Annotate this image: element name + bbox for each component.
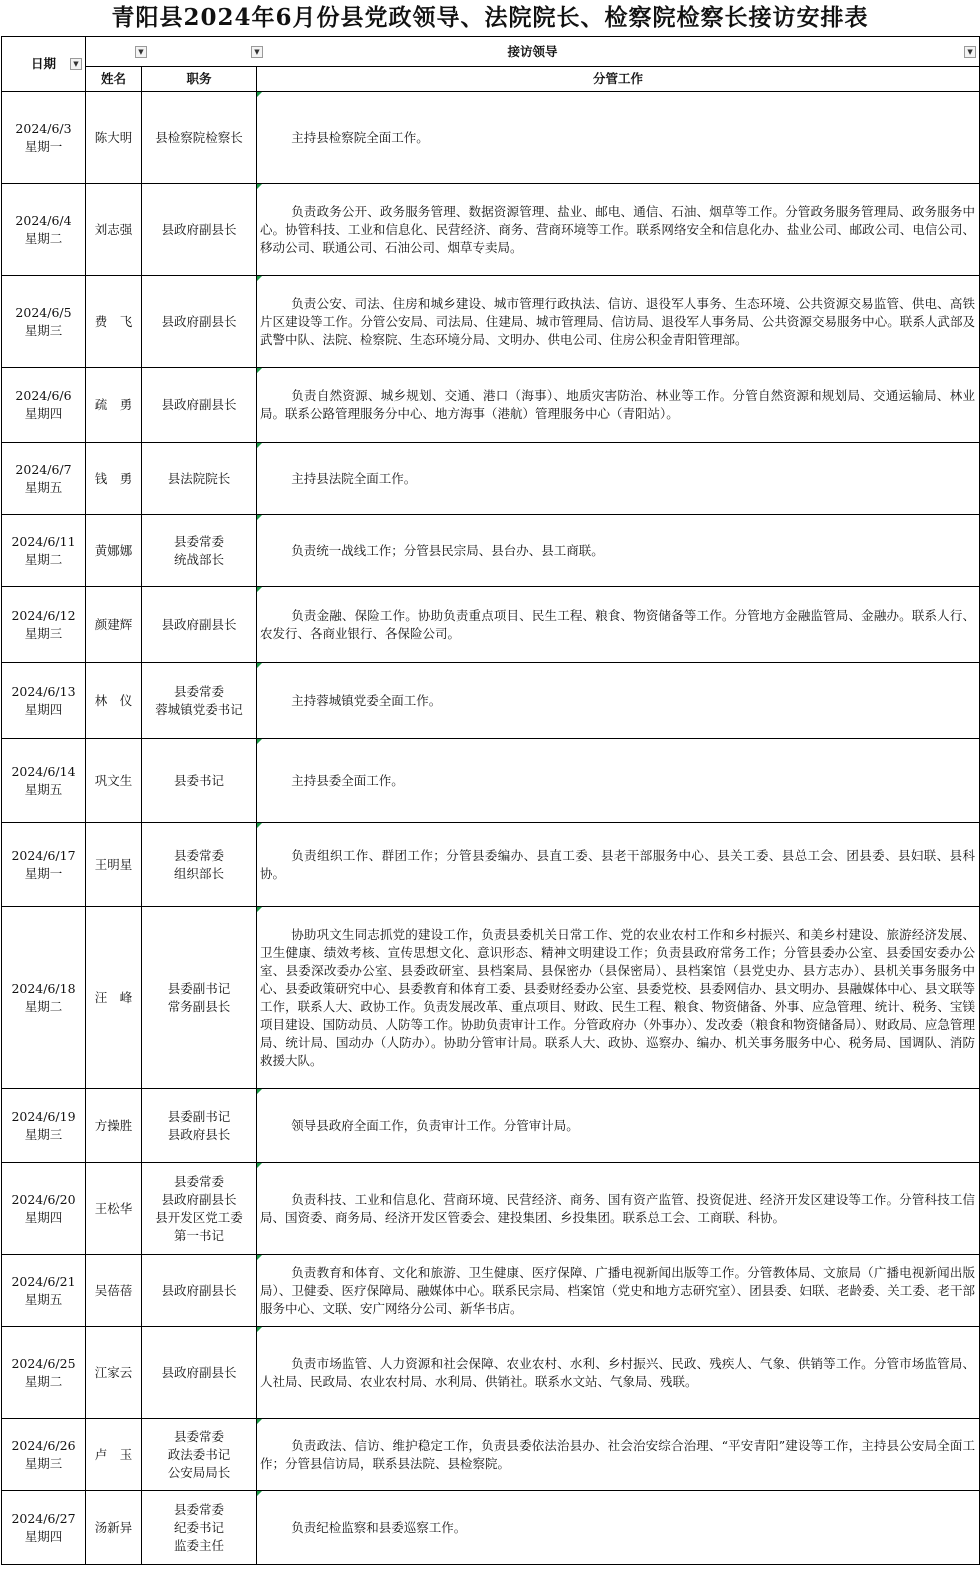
cell-comment-marker-icon (257, 1419, 262, 1424)
date-value: 2024/6/6 (15, 388, 72, 403)
weekday-value: 星期五 (24, 479, 63, 495)
position-line: 县委书记 (173, 772, 224, 788)
leader-name-cell: 颜建辉 (86, 587, 142, 663)
weekday-value: 星期三 (24, 1455, 63, 1471)
position-line: 第一书记 (173, 1227, 224, 1243)
position-cell (142, 1491, 257, 1565)
position-line: 县政府副县长 (161, 1364, 237, 1380)
cell-comment-marker-icon (257, 1491, 262, 1496)
date-value: 2024/6/11 (11, 533, 76, 549)
position-line: 县政府副县长 (161, 1191, 237, 1207)
leader-name-cell: 卢 玉 (86, 1419, 142, 1491)
leader-name-cell: 汤新异 (86, 1491, 142, 1565)
position-line: 统战部长 (173, 551, 224, 567)
date-cell (2, 443, 86, 515)
date-cell (2, 515, 86, 587)
position-line: 县法院院长 (167, 470, 231, 486)
position-line: 县政府副县长 (161, 397, 237, 412)
cell-comment-marker-icon (257, 443, 262, 448)
cell-comment-marker-icon (257, 515, 262, 520)
table-row (2, 1419, 980, 1491)
date-value: 2024/6/18 (11, 980, 76, 996)
duty-text: 负责自然资源、城乡规划、交通、港口（海事）、地质灾害防治、林业等工作。分管自然资源和规划局、交通运输局、林业局。联系公路管理服务分中心、地方海事（港航）管理服务中心（青阳站）。 (260, 388, 976, 421)
leader-name-cell: 吴蓓蓓 (86, 1255, 142, 1327)
date-cell (2, 587, 86, 663)
cell-comment-marker-icon (257, 1255, 262, 1260)
date-cell (2, 1163, 86, 1255)
weekday-value: 星期三 (24, 322, 63, 338)
weekday-value: 星期二 (24, 230, 63, 246)
date-cell (2, 1419, 86, 1491)
table-row (2, 587, 980, 663)
weekday-value: 星期二 (24, 1373, 63, 1389)
position-line: 监委主任 (173, 1537, 224, 1553)
date-cell (2, 663, 86, 739)
duty-cell (257, 515, 980, 587)
duty-text: 负责公安、司法、住房和城乡建设、城市管理行政执法、信访、退役军人事务、生态环境、公共资源交易监管、供电、高铁片区建设等工作。分管公安局、司法局、住建局、城市管理局、信访局、退役军人事务局、公共资源交易服务中心。联系人武部及武警中队、法院、检察院、生态环境分局、文明办、供电公司、住房公积金青阳管理部。 (260, 295, 976, 347)
date-value: 2024/6/20 (11, 1191, 76, 1207)
position-cell (142, 276, 257, 368)
position-cell (142, 587, 257, 663)
date-value: 2024/6/19 (11, 1108, 76, 1124)
duty-text: 负责科技、工业和信息化、营商环境、民营经济、商务、国有资产监管、投资促进、经济开发区建设等工作。分管科技工信局、国资委、商务局、经济开发区管委会、建投集团、乡投集团。联系总工会、工商联、科协。 (260, 1191, 976, 1225)
position-line: 县政府副县长 (161, 616, 237, 632)
table-row (2, 823, 980, 907)
position-cell (142, 823, 257, 907)
date-value: 2024/6/25 (11, 1355, 76, 1371)
position-cell (142, 515, 257, 587)
date-value: 2024/6/4 (15, 212, 72, 228)
weekday-value: 星期二 (24, 998, 63, 1014)
cell-comment-marker-icon (257, 823, 262, 828)
duty-text: 负责统一战线工作；分管县民宗局、县台办、县工商联。 (291, 542, 604, 558)
leader-name-cell: 黄娜娜 (86, 515, 142, 587)
leader-name-cell: 钱 勇 (86, 443, 142, 515)
position-line: 县政府副县长 (161, 1282, 237, 1298)
position-cell (142, 1327, 257, 1419)
schedule-table (1, 36, 980, 1565)
position-line: 政法委书记 (167, 1446, 231, 1462)
duty-cell (257, 1255, 980, 1327)
position-line: 县政府副县长 (161, 221, 237, 237)
leader-name-cell: 王松华 (86, 1163, 142, 1255)
position-line: 县委常委 (173, 847, 224, 863)
date-cell (2, 823, 86, 907)
duty-text: 负责金融、保险工作。协助负责重点项目、民生工程、粮食、物资储备等工作。分管地方金融监管局、金融办。联系人行、农发行、各商业银行、各保险公司。 (260, 607, 976, 641)
leader-group-label: 接访领导 (507, 43, 558, 59)
date-value: 2024/6/7 (15, 461, 72, 477)
position-cell (142, 1163, 257, 1255)
duty-text: 领导县政府全面工作，负责审计工作。分管审计局。 (291, 1117, 579, 1133)
leader-name-cell: 林 仪 (86, 663, 142, 739)
duty-cell (257, 92, 980, 184)
cell-comment-marker-icon (257, 368, 262, 373)
position-line: 县政府县长 (167, 1126, 231, 1142)
position-line: 公安局局长 (167, 1464, 231, 1480)
date-value: 2024/6/14 (11, 763, 76, 779)
position-line: 蓉城镇党委书记 (155, 701, 243, 717)
leader-name-cell: 王明星 (86, 823, 142, 907)
position-cell (142, 663, 257, 739)
position-line: 纪委书记 (173, 1519, 224, 1535)
date-value: 2024/6/5 (15, 304, 72, 320)
name-column-header: 姓名 (86, 67, 142, 92)
leader-name-cell: 江家云 (86, 1327, 142, 1419)
table-row (2, 368, 980, 443)
date-column-header (2, 37, 86, 92)
cell-comment-marker-icon (257, 276, 262, 281)
date-value: 2024/6/3 (15, 120, 72, 136)
duty-cell (257, 663, 980, 739)
cell-comment-marker-icon (257, 663, 262, 668)
weekday-value: 星期五 (24, 781, 63, 797)
position-line: 县委常委 (173, 533, 224, 549)
duty-column-header: 分管工作 (257, 67, 980, 92)
date-cell (2, 1491, 86, 1565)
position-line: 常务副县长 (167, 998, 231, 1014)
table-row (2, 1163, 980, 1255)
table-row (2, 443, 980, 515)
duty-cell (257, 907, 980, 1089)
duty-text: 主持县委全面工作。 (291, 772, 404, 788)
weekday-value: 星期四 (24, 701, 63, 717)
table-row (2, 907, 980, 1089)
duty-text: 主持县检察院全面工作。 (291, 129, 429, 145)
position-cell (142, 184, 257, 276)
table-row (2, 1491, 980, 1565)
cell-comment-marker-icon (257, 907, 262, 912)
weekday-value: 星期二 (24, 551, 63, 567)
date-value: 2024/6/26 (11, 1437, 76, 1453)
duty-text: 负责组织工作、群团工作；分管县委编办、县直工委、县老干部服务中心、县关工委、县总工会、团县委、县妇联、县科协。 (260, 847, 976, 881)
cell-comment-marker-icon (257, 1327, 262, 1332)
position-cell (142, 92, 257, 184)
page-title: 青阳县2024年6月份县党政领导、法院院长、检察院检察长接访安排表 (111, 4, 869, 31)
dropdown-arrow-icon[interactable]: ▼ (964, 46, 976, 58)
duty-cell (257, 739, 980, 823)
table-row (2, 92, 980, 184)
duty-text: 负责政法、信访、维护稳定工作，负责县委依法治县办、社会治安综合治理、“平安青阳”建设等工作，主持县公安局全面工作；分管县信访局，联系县法院、县检察院。 (260, 1437, 976, 1471)
date-value: 2024/6/27 (11, 1510, 76, 1526)
position-line: 县开发区党工委 (155, 1209, 243, 1225)
duty-text: 主持蓉城镇党委全面工作。 (291, 692, 442, 708)
leader-name-cell: 汪 峰 (86, 907, 142, 1089)
duty-text: 主持县法院全面工作。 (291, 470, 417, 486)
date-value: 2024/6/13 (11, 683, 76, 699)
date-cell (2, 184, 86, 276)
cell-comment-marker-icon (257, 587, 262, 592)
table-row (2, 1327, 980, 1419)
leader-name-cell: 刘志强 (86, 184, 142, 276)
date-cell (2, 92, 86, 184)
leader-name-cell: 疏 勇 (86, 368, 142, 443)
duty-cell (257, 368, 980, 443)
date-header-label: 日期 (30, 56, 56, 71)
position-line: 县政府副县长 (161, 313, 237, 329)
position-cell (142, 443, 257, 515)
position-line: 县委副书记 (167, 1108, 231, 1124)
cell-comment-marker-icon (257, 1089, 262, 1094)
leader-name-cell: 陈大明 (86, 92, 142, 184)
position-cell (142, 1419, 257, 1491)
position-line: 县委常委 (173, 1428, 224, 1444)
dropdown-arrow-icon[interactable]: ▼ (70, 58, 82, 70)
dropdown-arrow-icon[interactable]: ▼ (135, 46, 147, 58)
date-cell (2, 1327, 86, 1419)
cell-comment-marker-icon (257, 739, 262, 744)
duty-text: 负责市场监管、人力资源和社会保障、农业农村、水利、乡村振兴、民政、残疾人、气象、供销等工作。分管市场监管局、人社局、民政局、农业农村局、水利局、供销社。联系水文站、气象局、残联。 (260, 1355, 976, 1389)
table-row (2, 276, 980, 368)
duty-cell (257, 276, 980, 368)
date-cell (2, 739, 86, 823)
table-row (2, 1255, 980, 1327)
date-cell (2, 907, 86, 1089)
duty-text: 负责教育和体育、文化和旅游、卫生健康、医疗保障、广播电视新闻出版等工作。分管教体局、文旅局（广播电视新闻出版局）、卫健委、医疗保障局、融媒体中心。联系民宗局、档案馆（党史和地方志研究室）、团县委、妇联、老龄委、关工委、老干部服务中心、文联、安广网络分公司、新华书店。 (260, 1264, 976, 1316)
date-cell (2, 1255, 86, 1327)
cell-comment-marker-icon (257, 1163, 262, 1168)
table-row (2, 515, 980, 587)
duty-text: 负责纪检监察和县委巡察工作。 (291, 1519, 467, 1535)
position-line: 县委常委 (173, 683, 224, 699)
weekday-value: 星期一 (24, 865, 63, 881)
duty-text: 负责政务公开、政务服务管理、数据资源管理、盐业、邮电、通信、石油、烟草等工作。分管政务服务管理局、政务服务中心。协管科技、工业和信息化、民营经济、商务、营商环境等工作。联系网络安全和信息化办、盐业公司、邮政公司、电信公司、移动公司、联通公司、石油公司、烟草专卖局。 (260, 203, 976, 255)
position-cell (142, 368, 257, 443)
table-row (2, 184, 980, 276)
weekday-value: 星期四 (24, 1528, 63, 1544)
duty-cell (257, 1491, 980, 1565)
duty-text: 协助巩文生同志抓党的建设工作，负责县委机关日常工作、党的农业农村工作和乡村振兴、和美乡村建设、旅游经济发展、卫生健康、绩效考核、宣传思想文化、意识形态、精神文明建设工作；负责县政府常务工作；分管县委办公室、县委国安委办公室、县委深改委办公室、县委政研室、县档案局、县保密办（县保密局）、县档案馆（县党史办、县方志办）、县机关事务服务中心、县委政策研究中心、县委教育和体育工委、县委财经委办公室、县委党校、县委网信办、县文明办、县融媒体中心、县文联等工作，联系人大、政协工作。负责发展改革、重点项目、财政、民生工程、粮食、物资储备、外事、应急管理、统计、税务、宝镁项目建设、国防动员、人防等工作。协助负责审计工作。分管政府办（外事办）、发改委（粮食和物资储备局）、财政局、应急管理局、统计局、国动办（人防办）。协助分管审计局。联系人大、政协、巡察办、编办、机关事务服务中心、税务局、国调队、消防救援大队。 (260, 926, 976, 1068)
leader-name-cell: 费 飞 (86, 276, 142, 368)
table-row (2, 663, 980, 739)
date-cell (2, 368, 86, 443)
duty-cell (257, 184, 980, 276)
position-line: 县委常委 (173, 1173, 224, 1189)
date-cell (2, 276, 86, 368)
date-value: 2024/6/12 (11, 607, 76, 623)
duty-cell (257, 1089, 980, 1163)
weekday-value: 星期五 (24, 1291, 63, 1307)
duty-cell (257, 587, 980, 663)
weekday-value: 星期三 (24, 1126, 63, 1142)
duty-cell (257, 823, 980, 907)
weekday-value: 星期四 (24, 1209, 63, 1225)
position-line: 县检察院检察长 (155, 129, 243, 145)
position-cell (142, 1255, 257, 1327)
leader-name-cell: 巩文生 (86, 739, 142, 823)
position-cell (142, 1089, 257, 1163)
position-line: 组织部长 (173, 865, 224, 881)
position-cell (142, 739, 257, 823)
date-value: 2024/6/21 (11, 1273, 76, 1289)
cell-comment-marker-icon (257, 92, 262, 97)
table-row (2, 739, 980, 823)
leader-group-header (86, 37, 980, 67)
dropdown-arrow-icon[interactable]: ▼ (251, 46, 263, 58)
weekday-value: 星期三 (24, 625, 63, 641)
duty-cell (257, 1163, 980, 1255)
date-value: 2024/6/17 (11, 847, 76, 863)
date-cell (2, 1089, 86, 1163)
duty-cell (257, 443, 980, 515)
position-line: 县委副书记 (167, 980, 231, 996)
duty-cell (257, 1327, 980, 1419)
weekday-value: 星期四 (24, 406, 63, 421)
position-line: 县委常委 (173, 1501, 224, 1517)
position-column-header: 职务 (142, 67, 257, 92)
cell-comment-marker-icon (257, 184, 262, 189)
table-row (2, 1089, 980, 1163)
leader-name-cell: 方操胜 (86, 1089, 142, 1163)
weekday-value: 星期一 (24, 138, 63, 154)
position-cell (142, 907, 257, 1089)
duty-cell (257, 1419, 980, 1491)
